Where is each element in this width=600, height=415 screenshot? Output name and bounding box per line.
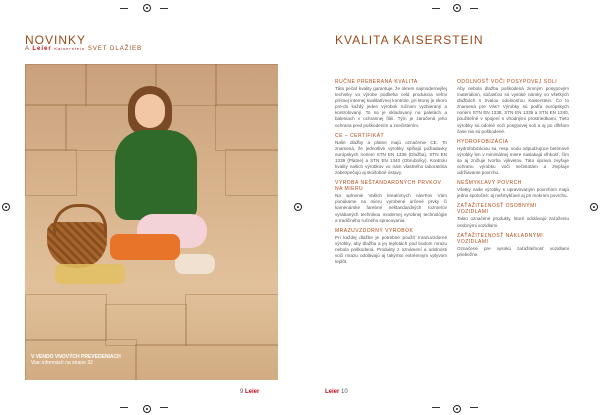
right-page	[300, 0, 600, 415]
page-footer	[240, 389, 259, 395]
orange-cushion	[110, 234, 180, 260]
section-text: Všetky naše výrobky s upravovaným povrchom majú jedno spoločné: aj nešmykľavé aj pri mokrom povrchu.	[457, 187, 569, 199]
section-text: Na splnenie Vašich kreatívnych návrhov Vám ponúkame na mieru vyrobené určené prvky či kamenárske farebné neštandardných rozmerov vyrábaných technikou modernej vyrobnej technológie a tradičného ručného spracovania.	[335, 193, 447, 223]
section-text: Pri každej dlažbe je potrebné použiť mrazuvzdorné výrobky, aby dlažba a jej teplotách pod bodom mrazu nebola poškodená. Produkty z oznámení a odolnosti voči mrazu odolávajú aj takýmto extrémnym vplyvom teplôt.	[335, 234, 447, 265]
page-subtitle	[25, 46, 142, 52]
page-number: 10	[341, 389, 348, 395]
section-text: Hydrofobizáciou sa, resp. vodu odpudzujúce betónové výrobky len v minimálnej miere nasiakajú vlhkosť, čím sa aj znižuje tvorba výkvetov. Táto úprava zvyšuje ochranu výrobku voči nečistotám a zlepšuje udržiavanie povrchu.	[457, 145, 569, 176]
caption-text: Viac informácií na strane 32	[31, 360, 93, 366]
subtitle-prefix: A	[25, 46, 30, 52]
green-jacket	[115, 130, 197, 220]
caption-title: V VENDO VNOVÝCH PREVEDENIACH	[31, 354, 121, 360]
section-heading: ODOLNOSŤ VOČI POSYPOVEJ SOLI	[457, 79, 558, 85]
brand-logo: Leier	[32, 46, 52, 52]
footer-brand: Leier	[325, 389, 340, 395]
page-title: KVALITA KAISERSTEIN	[335, 33, 484, 47]
hero-photo	[25, 64, 278, 380]
straw-decoration	[55, 264, 125, 284]
subtitle-suffix: SVET DLAŽIEB	[87, 46, 143, 52]
section-heading: RUČNE PREBERANÁ KVALITA	[335, 79, 418, 85]
section-text: Takto označené produkty, ktoré odolávajú zaťaženiu osobnými vozidlami.	[457, 216, 569, 228]
section-text: Označené pre vysokú zaťažiteľnosť vozidlami priebežne.	[457, 245, 569, 257]
page-number: 9	[240, 389, 244, 395]
section-heading: NEŠMYKĽAVÝ POVRCH	[457, 180, 522, 187]
section-text: Naše dlažby a platne majú označenie CE. To znamená, že jednotlivé výrobky spĺňajú požiadavky európskych noriem STN EN 1338 (Dlažba), STN EN 1339 (Platne) a STN EN 1340 (Obrubníky). Kontrolu kvality našich výrobkov vo nám vlastného laboratória zabezpečujú aj skúšobné ústavy.	[335, 139, 447, 176]
girl-face	[135, 94, 165, 128]
page-title: NOVINKY	[25, 33, 87, 47]
section-heading: MRAZUVZDORNÝ VÝROBOK	[335, 227, 414, 234]
section-heading: HYDROFOBIZÁCIA	[457, 138, 509, 145]
photo-caption	[31, 354, 121, 366]
page-footer	[325, 389, 348, 395]
section-heading: ZAŤAŽITEĽNOSŤ NÁKLADNÝMI VOZIDLAMI	[457, 232, 544, 245]
shoe	[175, 254, 215, 274]
section-text: Aby nebola dlažba poškodená zimným posypovým materiálom, súčasťou sú vysoké nároky vo všetkých dlažbách s trvalou odolnosťou Kaiserstein. Čo to znamená pre Vás? Výrobky sú podľa európskych noriem STN EN 1338, STN EN 1339 a STN EN 1340, použiteľné v spojení s vhodnými prostriedkami. Tieto výrobky sú odolné voči posypovej soli a aj po dlhšom čase nie sú poškodené.	[457, 86, 569, 134]
section-heading: VÝROBA NEŠTANDARDNÝCH PRVKOV NA MIERU	[335, 180, 442, 193]
text-column-2	[457, 76, 569, 262]
text-column-1	[335, 76, 447, 269]
basket-handle	[53, 204, 107, 237]
section-heading: CE – CERTIFIKÁT	[335, 132, 385, 139]
brand-tag: Kaiserstein	[54, 46, 86, 51]
section-text: Táto pečať kvality garantuje, že okrem najmodernejšej techniky vo výrobe podlieha celá produkcia veľmi prísnej internej kvalitatívnej kontrole, pri ktorej je skoro pre-do každý jeden výrobok ručnom vyzbieraný a kontrolovaný. To sa je skladovaný na paletách a baleniach v ochrannej fólii. Tým je zaručená jeho ochrana pred poškodením a znečistením.	[335, 86, 447, 128]
section-heading: ZAŤAŽITEĽNOSŤ OSOBNÝMI VOZIDLAMI	[457, 203, 537, 216]
footer-brand: Leier	[245, 389, 260, 395]
